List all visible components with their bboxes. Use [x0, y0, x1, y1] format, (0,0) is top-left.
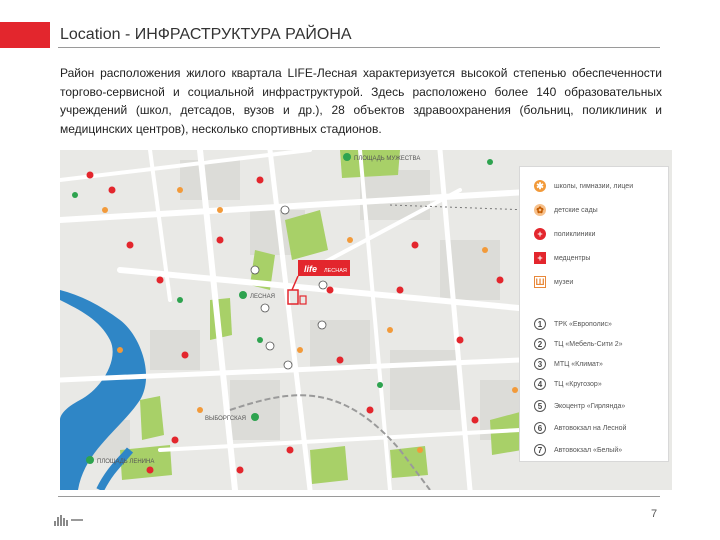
legend-landmark-7: 7 Автовокзал «Белый»: [534, 443, 622, 457]
page-number: 7: [651, 508, 658, 520]
clinic-icon: +: [534, 228, 546, 240]
legend-item-kindergartens: ✿ детские сады: [534, 203, 598, 217]
legend-landmark-4: 4 ТЦ «Кругозор»: [534, 377, 602, 391]
description-paragraph: Район расположения жилого квартала LIFE-Лесная характеризуется высокой степенью обеспеченности торгово-сервисной и социальной инфраструктурой. Здесь расположено более 140 образовательных учреждений (школ, детсадов, вузов и др.), 28 объектов здравоохранения (больниц, поликлиник и медицинских центров), несколько спортивных стадионов.: [60, 66, 662, 136]
company-logo-icon: [54, 515, 68, 526]
museum-icon: Ш: [535, 277, 545, 287]
landmark-number-icon: 7: [534, 444, 546, 456]
logo-wordmark: [71, 519, 83, 521]
legend-landmark-2: 2 ТЦ «Мебель-Сити 2»: [534, 337, 622, 351]
school-icon: ✱: [534, 180, 546, 192]
landmark-number-icon: 1: [534, 318, 546, 330]
landmark-number-icon: 4: [534, 378, 546, 390]
landmark-number-icon: 6: [534, 422, 546, 434]
svg-text:ВЫБОРГСКАЯ: ВЫБОРГСКАЯ: [205, 416, 246, 422]
title-divider: [58, 47, 660, 48]
page-title: Location - ИНФРАСТРУКТУРА РАЙОНА: [60, 26, 352, 43]
map-legend: [519, 166, 669, 462]
footer-divider: [58, 496, 660, 497]
svg-text:ПЛОЩАДЬ ЛЕНИНА: ПЛОЩАДЬ ЛЕНИНА: [97, 459, 155, 465]
legend-item-medcenters: + медцентры: [534, 251, 590, 265]
title-accent-bar: [0, 22, 50, 48]
landmark-number-icon: 3: [534, 358, 546, 370]
medical-center-icon: +: [534, 252, 546, 264]
legend-landmark-5: 5 Экоцентр «Гирлянда»: [534, 399, 625, 413]
legend-item-schools: ✱ школы, гимназии, лицеи: [534, 179, 633, 193]
legend-item-clinics: + поликлиники: [534, 227, 595, 241]
kindergarten-icon: ✿: [534, 204, 546, 216]
svg-text:life: life: [304, 264, 318, 274]
legend-landmark-1: 1 ТРК «Европолис»: [534, 317, 612, 331]
svg-text:ЛЕСНАЯ: ЛЕСНАЯ: [324, 268, 347, 274]
landmark-number-icon: 5: [534, 400, 546, 412]
legend-item-museums: Ш музеи: [535, 277, 574, 287]
legend-landmark-6: 6 Автовокзал на Лесной: [534, 421, 626, 435]
svg-text:ПЛОЩАДЬ МУЖЕСТВА: ПЛОЩАДЬ МУЖЕСТВА: [354, 156, 421, 162]
svg-text:ЛЕСНАЯ: ЛЕСНАЯ: [250, 294, 275, 300]
legend-landmark-3: 3 МТЦ «Климат»: [534, 357, 603, 371]
landmark-number-icon: 2: [534, 338, 546, 350]
